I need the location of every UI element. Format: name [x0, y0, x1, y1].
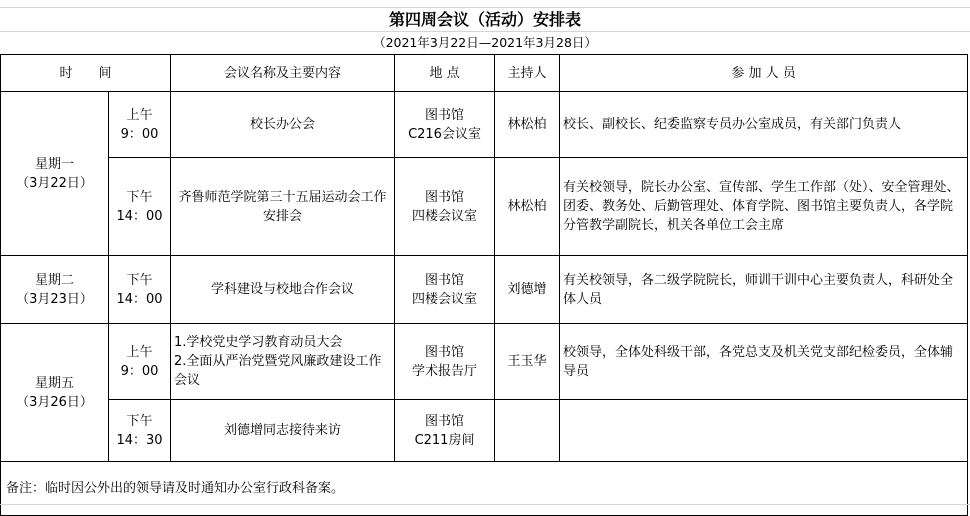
table-row — [1, 400, 968, 462]
header-attendees: 参 加 人 员 — [560, 55, 968, 92]
meeting-item-2: 2.全面从严治党暨党风廉政建设工作会议 — [174, 354, 382, 388]
host-cell: 刘德增 — [495, 256, 560, 324]
host-cell: 林松柏 — [495, 158, 560, 256]
time-cell — [109, 158, 171, 256]
time-period: 上午 — [126, 344, 153, 360]
day-label: 星期二 — [34, 272, 74, 288]
day-cell-monday — [1, 92, 109, 256]
day-date: （3月26日） — [16, 394, 93, 410]
time-value: 14：00 — [116, 208, 163, 224]
time-cell — [109, 400, 171, 462]
time-period: 下午 — [126, 189, 153, 205]
host-cell: 林松柏 — [495, 92, 560, 158]
day-date: （3月22日） — [16, 175, 93, 191]
location-room: 四楼会议室 — [412, 291, 478, 307]
note-text: 备注：临时因公外出的领导请及时通知办公室行政科备案。 — [1, 462, 968, 516]
time-period: 上午 — [126, 107, 153, 123]
meeting-cell: 齐鲁师范学院第三十五届运动会工作安排会 — [171, 158, 395, 256]
time-value: 9：00 — [120, 363, 159, 379]
attendees-cell: 校长、副校长、纪委监察专员办公室成员，有关部门负责人 — [560, 92, 968, 158]
header-location: 地 点 — [395, 55, 495, 92]
header-host: 主持人 — [495, 55, 560, 92]
location-cell — [395, 400, 495, 462]
sheet-top-gridline — [0, 0, 970, 8]
time-cell — [109, 324, 171, 400]
time-cell — [109, 256, 171, 324]
meeting-cell: 校长办公会 — [171, 92, 395, 158]
day-cell-tuesday — [1, 256, 109, 324]
date-range-subtitle: （2021年3月22日—2021年3月28日） — [373, 35, 597, 50]
time-cell — [109, 92, 171, 158]
attendees-cell: 校领导，全体处科级干部，各党总支及机关党支部纪检委员，全体辅导员 — [560, 324, 968, 400]
attendees-cell: 有关校领导，院长办公室、宣传部、学生工作部（处）、安全管理处、团委、教务处、后勤管理处、体育学院、图书馆主要负责人，各学院分管教学副院长，机关各单位工会主席 — [560, 158, 968, 256]
day-label: 星期一 — [34, 156, 74, 172]
attendees-cell: 有关校领导，各二级学院院长，师训干训中心主要负责人，科研处全体人员 — [560, 256, 968, 324]
location-building: 图书馆 — [425, 189, 465, 205]
day-date: （3月23日） — [16, 291, 93, 307]
header-meeting: 会议名称及主要内容 — [171, 55, 395, 92]
attendees-cell — [560, 400, 968, 462]
location-building: 图书馆 — [425, 344, 465, 360]
time-value: 14：30 — [116, 432, 163, 448]
day-label: 星期五 — [34, 375, 74, 391]
table-row — [1, 324, 968, 400]
header-row — [1, 55, 968, 92]
sheet-bottom-gridline — [0, 504, 970, 512]
location-building: 图书馆 — [425, 413, 465, 429]
location-room: 四楼会议室 — [412, 208, 478, 224]
header-time: 时 间 — [1, 55, 171, 92]
meeting-cell: 刘德增同志接待来访 — [171, 400, 395, 462]
location-building: 图书馆 — [425, 107, 465, 123]
table-row — [1, 92, 968, 158]
schedule-table — [0, 54, 968, 516]
host-cell — [495, 400, 560, 462]
location-room: 学术报告厅 — [412, 363, 478, 379]
meeting-cell: 学科建设与校地合作会议 — [171, 256, 395, 324]
location-cell — [395, 158, 495, 256]
day-cell-friday — [1, 324, 109, 462]
host-cell: 王玉华 — [495, 324, 560, 400]
location-room: C211房间 — [414, 432, 475, 448]
time-value: 14：00 — [116, 291, 163, 307]
page-title: 第四周会议（活动）安排表 — [0, 8, 970, 32]
time-period: 下午 — [126, 413, 153, 429]
location-room: C216会议室 — [408, 126, 481, 142]
location-cell — [395, 92, 495, 158]
meeting-item-1: 1.学校党史学习教育动员大会 — [174, 335, 343, 350]
meeting-cell — [171, 324, 395, 400]
location-cell — [395, 256, 495, 324]
time-period: 下午 — [126, 272, 153, 288]
location-cell — [395, 324, 495, 400]
table-row — [1, 158, 968, 256]
time-value: 9：00 — [120, 126, 159, 142]
location-building: 图书馆 — [425, 272, 465, 288]
table-row — [1, 256, 968, 324]
